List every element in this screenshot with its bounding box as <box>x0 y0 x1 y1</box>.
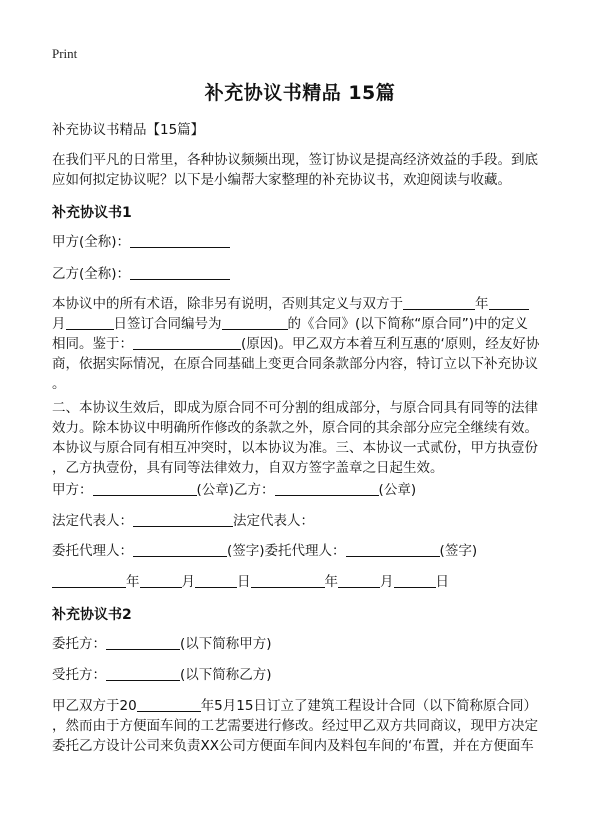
intro-line-1: 在我们平凡的日常里，各种协议频频出现，签订协议是提高经济效益的手段。到底 <box>52 152 538 168</box>
blank[interactable] <box>140 573 182 588</box>
s1-p2-line-2: 效力。除本协议中明确所作修改的条款之外，原合同的其余部分应完全继续有效。 <box>52 420 538 436</box>
section2-heading: 补充协议书2 <box>52 607 132 623</box>
text: (公章) <box>196 482 235 498</box>
text: 月 <box>52 316 66 332</box>
party-a-blank[interactable] <box>130 233 230 248</box>
blank[interactable] <box>133 335 241 350</box>
party-b-label: 乙方(全称)： <box>52 266 131 282</box>
text: 委托代理人： <box>264 543 346 559</box>
text: 委托方： <box>52 636 106 652</box>
text: (以下简称乙方) <box>180 667 272 683</box>
text: (以下简称甲方) <box>180 636 272 652</box>
signature-row-parties <box>52 480 416 500</box>
text: (签字) <box>439 543 478 559</box>
text: 年 <box>475 296 489 312</box>
section1-heading: 补充协议书1 <box>52 205 132 221</box>
s1-p2-line-1: 二、本协议生效后，即成为原合同不可分割的组成部分，与原合同具有同等的法律 <box>52 400 538 416</box>
text: 相同。鉴于： <box>52 336 133 352</box>
blank[interactable] <box>394 573 436 588</box>
text: 法定代表人： <box>52 513 133 529</box>
agent-row <box>52 541 477 561</box>
text: 日 <box>435 574 449 590</box>
date-row <box>52 572 449 592</box>
text: 法定代表人： <box>233 513 314 529</box>
blank[interactable] <box>133 512 233 527</box>
text: 日签订合同编号为 <box>113 316 222 332</box>
s1-p1-line-2 <box>52 314 528 334</box>
text: 甲方： <box>52 482 93 498</box>
blank[interactable] <box>106 635 180 650</box>
blank[interactable] <box>66 315 114 330</box>
text: 月 <box>380 574 394 590</box>
text: 月 <box>181 574 195 590</box>
blank[interactable] <box>106 666 180 681</box>
text: 甲乙双方于20 <box>52 698 137 714</box>
s1-p1-line-3 <box>52 334 539 354</box>
party-a-row <box>52 232 230 252</box>
text: 乙方： <box>234 482 275 498</box>
blank[interactable] <box>489 295 529 310</box>
s2-p1-line-3: 委托乙方设计公司来负责XX公司方便面车间内及料包车间的‘布置，并在方便面车 <box>52 738 534 754</box>
blank[interactable] <box>403 295 475 310</box>
s1-p1-line-5: 。 <box>52 376 66 392</box>
print-link[interactable]: Print <box>52 46 78 61</box>
intro-line-2: 应如何拟定协议呢？以下是小编帮大家整理的补充协议书，欢迎阅读与收藏。 <box>52 172 511 188</box>
legal-rep-row <box>52 511 314 531</box>
text: 年5月15日订立了建筑工程设计合同（以下简称原合同） <box>200 698 537 714</box>
text: 年 <box>126 574 140 590</box>
text: 委托代理人： <box>52 543 133 559</box>
s2-p1-line-1 <box>52 696 537 716</box>
blank[interactable] <box>133 542 227 557</box>
blank[interactable] <box>93 481 197 496</box>
s2-p1-line-2: ，然而由于方便面车间的工艺需要进行修改。经过甲乙双方共同商议，现甲方决定 <box>52 718 538 734</box>
s1-p1-line-4: 商，依据实际情况，在原合同基础上变更合同条款部分内容，特订立以下补充协议 <box>52 356 538 372</box>
party-a-label: 甲方(全称)： <box>52 234 131 250</box>
blank[interactable] <box>346 542 440 557</box>
page-title: 补充协议书精品 15篇 <box>204 82 396 104</box>
blank[interactable] <box>137 697 201 712</box>
blank[interactable] <box>52 573 126 588</box>
entrust-row <box>52 634 272 654</box>
blank[interactable] <box>222 315 288 330</box>
s1-p2-line-4: ，乙方执壹份，具有同等法律效力，自双方签字盖章之日起生效。 <box>52 460 444 476</box>
blank[interactable] <box>195 573 237 588</box>
text: 日 <box>237 574 251 590</box>
text: (签字) <box>227 543 265 559</box>
blank[interactable] <box>251 573 325 588</box>
party-b-row <box>52 264 230 284</box>
blank[interactable] <box>275 481 379 496</box>
subtitle: 补充协议书精品【15篇】 <box>52 122 205 138</box>
accept-row <box>52 665 272 685</box>
text: 年 <box>324 574 338 590</box>
blank[interactable] <box>338 573 380 588</box>
party-b-blank[interactable] <box>130 265 230 280</box>
text: 的《合同》(以下简称“原合同”)中的定义 <box>287 316 529 332</box>
s1-p2-line-3: 本协议与原合同有相互冲突时，以本协议为准。三、本协议一式贰份，甲方执壹份 <box>52 440 538 456</box>
text: (原因)。甲乙双方本着互利互惠的‘原则，经友好协 <box>241 336 540 352</box>
text: 受托方： <box>52 667 106 683</box>
s1-p1-line-1 <box>52 294 529 314</box>
text: (公章) <box>378 482 417 498</box>
text: 本协议中的所有术语，除非另有说明，否则其定义与双方于 <box>52 296 403 312</box>
